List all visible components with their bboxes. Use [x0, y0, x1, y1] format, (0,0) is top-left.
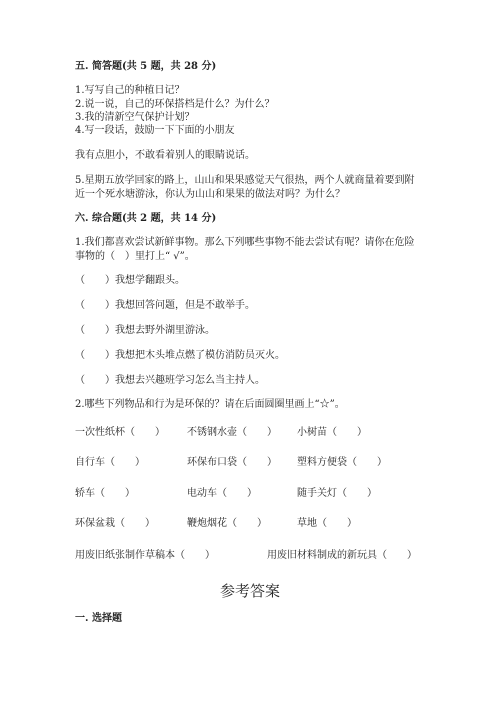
- question-6-1-item: （ ）我想回答问题，但是不敢举手。: [75, 300, 255, 311]
- answer-key-title: 参考答案: [220, 582, 281, 600]
- question-5-4-quote: 我有点胆小，不敢看着别人的眼睛说话。: [75, 150, 255, 161]
- grid-item: 环保布口袋（ ）: [187, 457, 277, 468]
- question-6-1-item: （ ）我想去兴趣班学习怎么当主持人。: [75, 375, 265, 386]
- question-6-1-item: （ ）我想学翻跟头。: [75, 275, 185, 286]
- question-5-1: 1.写写自己的种植日记？: [75, 85, 185, 96]
- section5-heading: 五. 简答题(共 5 题，共 28 分): [75, 61, 217, 72]
- grid-item: 轿车（ ）: [75, 488, 135, 499]
- grid-item: 用废旧材料制成的新玩具（ ）: [267, 550, 417, 561]
- grid-item: 不锈钢水壶（ ）: [187, 427, 277, 438]
- grid-item: 电动车（ ）: [187, 488, 257, 499]
- grid-item: 一次性纸杯（ ）: [75, 427, 165, 438]
- question-5-5-line2: 近一个死水塘游泳，你认为山山和果果的做法对吗？为什么？: [75, 189, 345, 200]
- grid-item: 塑料方便袋（ ）: [297, 457, 387, 468]
- answer-section1-heading: 一. 选择题: [75, 613, 122, 624]
- question-6-1-line1: 1.我们都喜欢尝试新鲜事物。那么下列哪些事物不能去尝试有呢？请你在危险: [75, 237, 415, 248]
- grid-item: 鞭炮烟花（ ）: [187, 518, 267, 529]
- question-5-4: 4.写一段话，鼓励一下下面的小朋友: [75, 125, 235, 136]
- question-6-1-line2: 事物的（ ）里打上“ √”。: [75, 251, 195, 262]
- grid-item: 草地（ ）: [297, 518, 357, 529]
- question-6-1-item: （ ）我想把木头堆点燃了模仿消防员灭火。: [75, 350, 285, 361]
- question-5-3: 3.我的清新空气保护计划？: [75, 112, 195, 123]
- question-6-2-line: 2.哪些下列物品和行为是环保的？请在后面圆圈里画上“☆”。: [75, 399, 345, 410]
- grid-item: 用废旧纸张制作草稿本（ ）: [75, 550, 215, 561]
- grid-item: 自行车（ ）: [75, 457, 145, 468]
- grid-item: 随手关灯（ ）: [297, 488, 377, 499]
- question-5-5-line1: 5.星期五放学回家的路上，山山和果果感觉天气很热，两个人就商量着要到附: [75, 175, 415, 186]
- question-5-2: 2.说一说，自己的环保搭档是什么？为什么？: [75, 99, 275, 110]
- question-6-1-item: （ ）我想去野外湖里游泳。: [75, 325, 215, 336]
- grid-item: 环保盆栽（ ）: [75, 518, 155, 529]
- section6-heading: 六. 综合题(共 2 题，共 14 分): [75, 213, 217, 224]
- grid-item: 小树苗（ ）: [297, 427, 367, 438]
